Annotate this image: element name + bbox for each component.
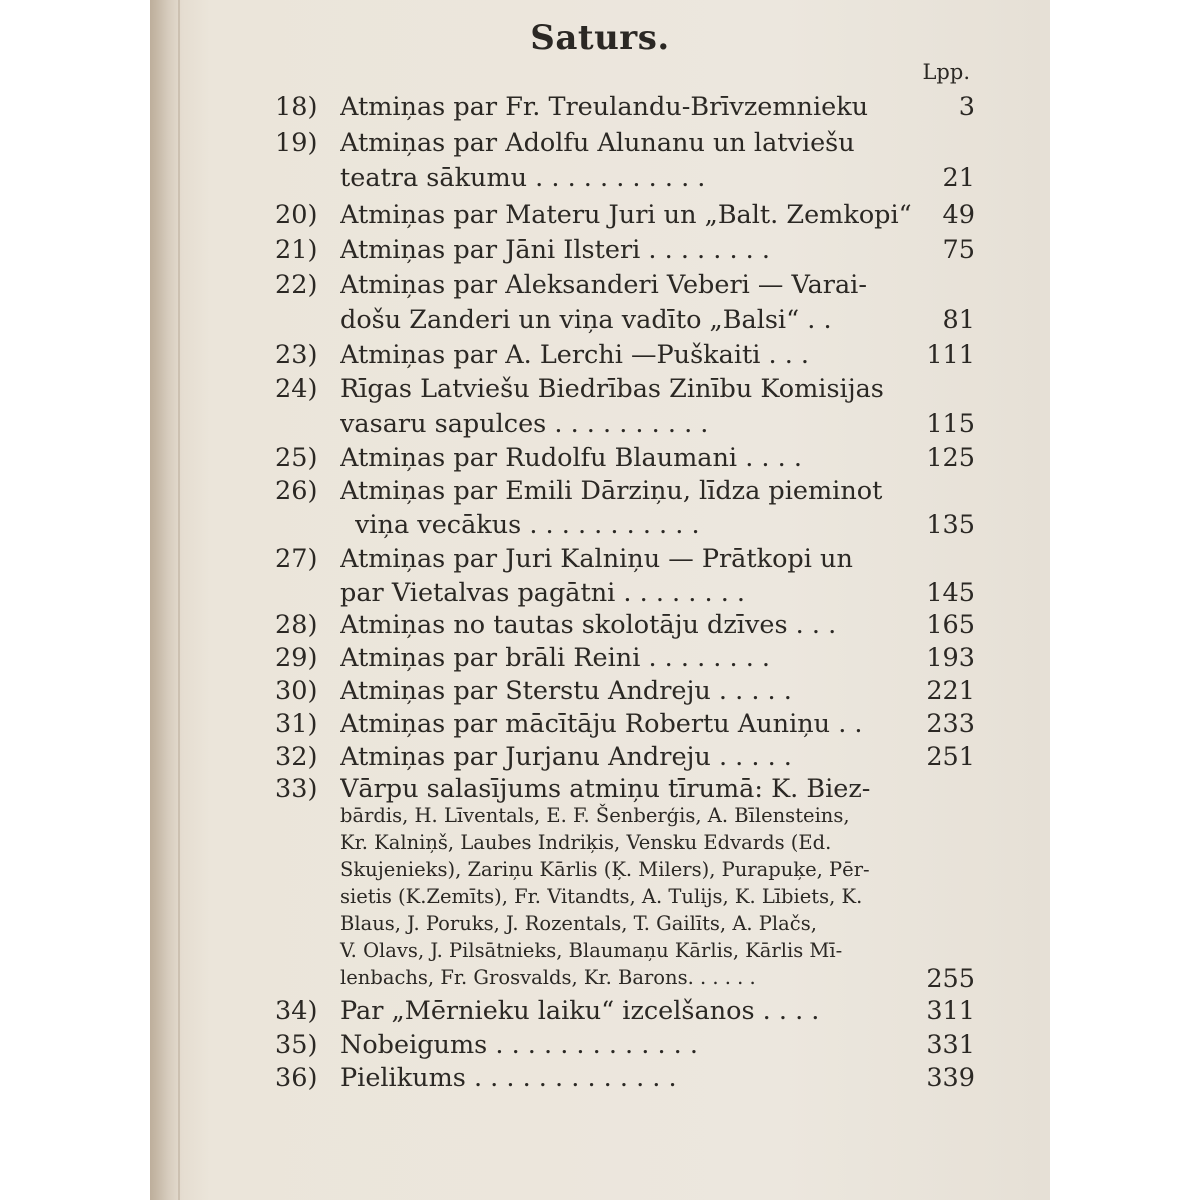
entry-number: 33) — [275, 774, 318, 804]
entry-title-line: Pielikums . . . . . . . . . . . . . — [340, 1063, 677, 1093]
entry-title-line: došu Zanderi un viņa vadīto „Balsi“ . . — [340, 305, 832, 335]
entry-title-line: teatra sākumu . . . . . . . . . . . — [340, 163, 706, 193]
entry-title-line: viņa vecākus . . . . . . . . . . . — [355, 510, 700, 540]
entry-number: 19) — [275, 128, 318, 158]
entry-number: 24) — [275, 374, 318, 404]
entry-title-line: Atmiņas par mācītāju Robertu Auniņu . . — [340, 709, 863, 739]
entry-page-number: 125 — [926, 443, 975, 473]
entry-page-number: 115 — [926, 409, 975, 439]
entry-page-number: 81 — [942, 305, 975, 335]
entry-number: 36) — [275, 1063, 318, 1093]
entry-page-number: 311 — [926, 996, 975, 1026]
entry-number: 32) — [275, 742, 318, 772]
entry-page-number: 165 — [926, 610, 975, 640]
entry-title-line: Vārpu salasījums atmiņu tīrumā: K. Biez- — [340, 774, 871, 804]
entry-number: 23) — [275, 340, 318, 370]
entry-page-number: 221 — [926, 676, 975, 706]
entry-number: 30) — [275, 676, 318, 706]
entry-page-number: 111 — [926, 340, 975, 370]
entry-title-line: Atmiņas par Rudolfu Blaumani . . . . — [340, 443, 802, 473]
entry-number: 27) — [275, 544, 318, 574]
page-title: Saturs. — [530, 18, 670, 58]
entry-number: 29) — [275, 643, 318, 673]
entry-number: 18) — [275, 92, 318, 122]
entry-subtext-line: sietis (K.Zemīts), Fr. Vitandts, A. Tulijs, K. Lībiets, K. — [340, 885, 863, 908]
entry-title-line: Atmiņas par Aleksanderi Veberi — Varai- — [340, 270, 867, 300]
entry-page-number: 75 — [942, 235, 975, 265]
entry-title-line: Atmiņas par Materu Juri un „Balt. Zemkopi“ — [340, 200, 912, 230]
entry-title-line: Atmiņas par Fr. Treulandu-Brīvzemnieku — [340, 92, 869, 122]
entry-title-line: Atmiņas par A. Lerchi —Puškaiti . . . — [340, 340, 810, 370]
entry-title-line: Atmiņas par Jāni Ilsteri . . . . . . . . — [340, 235, 770, 265]
entry-number: 22) — [275, 270, 318, 300]
page-column-header: Lpp. — [922, 60, 970, 84]
entry-page-number: 145 — [926, 578, 975, 608]
entry-subtext-line: V. Olavs, J. Pilsātnieks, Blaumaņu Kārlis, Kārlis Mī- — [340, 939, 843, 962]
entry-title-line: Nobeigums . . . . . . . . . . . . . — [340, 1030, 698, 1060]
entry-number: 20) — [275, 200, 318, 230]
entry-title-line: par Vietalvas pagātni . . . . . . . . — [340, 578, 746, 608]
book-page — [150, 0, 1050, 1200]
entry-title-line: vasaru sapulces . . . . . . . . . . — [340, 409, 709, 439]
entry-subtext-line: Kr. Kalniņš, Laubes Indriķis, Vensku Edvards (Ed. — [340, 831, 832, 854]
entry-title-line: Atmiņas no tautas skolotāju dzīves . . . — [340, 610, 837, 640]
entry-number: 28) — [275, 610, 318, 640]
entry-page-number: 233 — [926, 709, 975, 739]
entry-page-number: 135 — [926, 510, 975, 540]
entry-title-line: Atmiņas par Sterstu Andreju . . . . . — [340, 676, 792, 706]
entry-subtext-line: lenbachs, Fr. Grosvalds, Kr. Barons. . . . . . — [340, 966, 756, 989]
entry-title-line: Atmiņas par Juri Kalniņu — Prātkopi un — [340, 544, 853, 574]
page-spine-shadow — [178, 0, 180, 1200]
entry-number: 35) — [275, 1030, 318, 1060]
entry-page-number: 339 — [926, 1063, 975, 1093]
entry-title-line: Atmiņas par Emili Dārziņu, līdza pieminot — [340, 476, 883, 506]
entry-number: 31) — [275, 709, 318, 739]
entry-page-number: 49 — [942, 200, 975, 230]
entry-page-number: 193 — [926, 643, 975, 673]
entry-title-line: Atmiņas par Jurjanu Andreju . . . . . — [340, 742, 792, 772]
entry-subtext-line: bārdis, H. Līventals, E. F. Šenberģis, A. Bīlensteins, — [340, 804, 850, 827]
entry-title-line: Atmiņas par Adolfu Alunanu un latviešu — [340, 128, 855, 158]
entry-title-line: Par „Mērnieku laiku“ izcelšanos . . . . — [340, 996, 820, 1026]
entry-title-line: Rīgas Latviešu Biedrības Zinību Komisijas — [340, 374, 884, 404]
entry-page-number: 3 — [958, 92, 975, 122]
entry-subtext-line: Skujenieks), Zariņu Kārlis (Ķ. Milers), Purapuķe, Pēr- — [340, 858, 870, 881]
entry-number: 25) — [275, 443, 318, 473]
entry-number: 26) — [275, 476, 318, 506]
entry-page-number: 331 — [926, 1030, 975, 1060]
entry-subtext-line: Blaus, J. Poruks, J. Rozentals, T. Gailīts, A. Plačs, — [340, 912, 817, 935]
entry-page-number: 21 — [942, 163, 975, 193]
entry-page-number: 251 — [926, 742, 975, 772]
entry-title-line: Atmiņas par brāli Reini . . . . . . . . — [340, 643, 771, 673]
entry-number: 21) — [275, 235, 318, 265]
entry-number: 34) — [275, 996, 318, 1026]
entry-page-number: 255 — [926, 964, 975, 994]
